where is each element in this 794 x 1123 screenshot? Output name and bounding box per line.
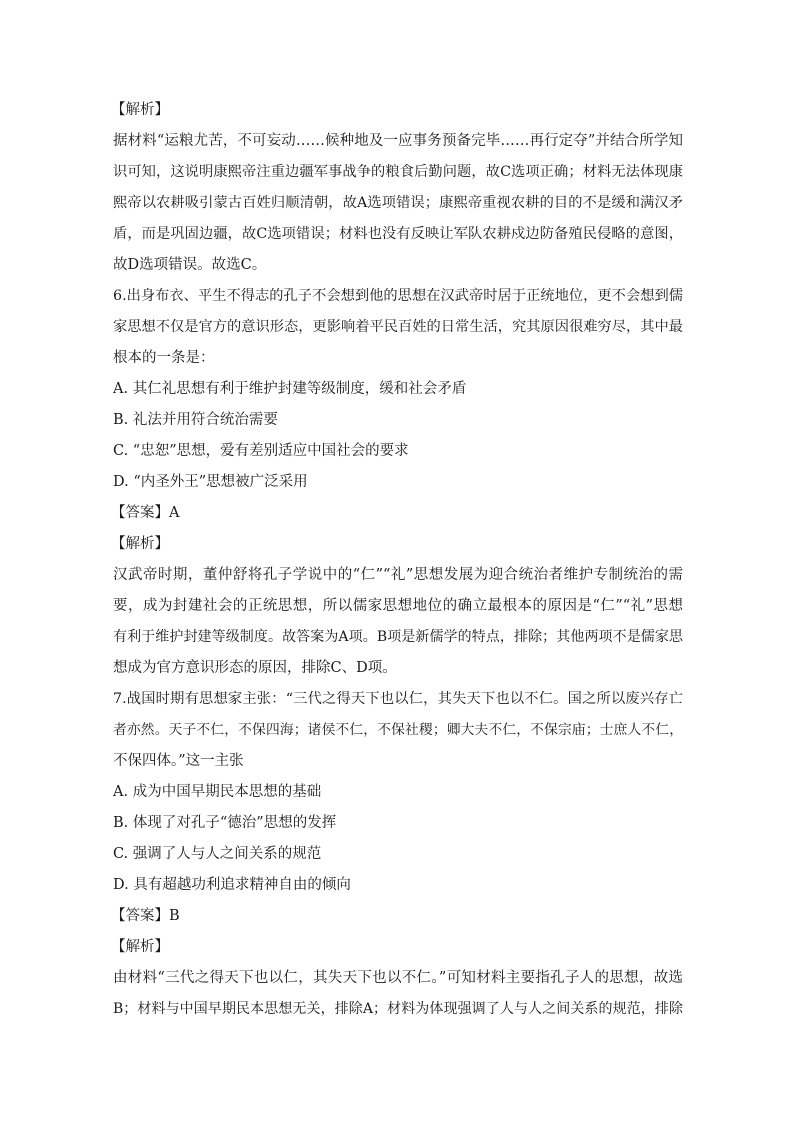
analysis-paragraph-line: 汉武帝时期，董仲舒将孔子学说中的“仁”“礼”思想发展为迎合统治者维护专制统治的需 — [113, 567, 683, 583]
question-7-option-d: D. 具有超越功利追求精神自由的倾向 — [113, 877, 351, 893]
question-6-answer: 【答案】A — [111, 505, 180, 521]
analysis-paragraph-line: 盾，而是巩固边疆，故C选项错误；材料也没有反映让军队农耕戍边防备殖民侵略的意图， — [113, 226, 683, 242]
analysis-paragraph-line: 想成为官方意识形态的原因，排除C、D项。 — [113, 660, 397, 676]
question-7-option-b: B. 体现了对孔子“德治”思想的发挥 — [113, 815, 337, 831]
document-page — [113, 100, 683, 1030]
analysis-paragraph-line: 故D选项错误。故选C。 — [113, 257, 267, 273]
analysis-paragraph-line: 据材料“运粮尤苦，不可妄动……候种地及一应事务预备完毕……再行定夺”并结合所学知 — [113, 133, 683, 149]
question-6-stem-line: 根本的一条是： — [113, 350, 215, 366]
analysis-paragraph-line: 有利于维护封建等级制度。故答案为A项。B项是新儒学的特点，排除；其他两项不是儒家思 — [113, 629, 683, 645]
question-6-option-a: A. 其仁礼思想有利于维护封建等级制度，缓和社会矛盾 — [113, 381, 467, 397]
analysis-paragraph-line: 识可知，这说明康熙帝注重边疆军事战争的粮食后勤问题，故C选项正确；材料无法体现康 — [113, 164, 683, 180]
analysis-heading: 【解析】 — [111, 102, 169, 118]
question-7-stem-line: 者亦然。天子不仁，不保四海；诸侯不仁，不保社稷；卿大夫不仁，不保宗庙；士庶人不仁， — [113, 722, 683, 738]
question-7-answer: 【答案】B — [111, 908, 180, 924]
question-6-option-b: B. 礼法并用符合统治需要 — [113, 412, 278, 428]
question-7-stem-line: 7.战国时期有思想家主张：“三代之得天下也以仁，其失天下也以不仁。国之所以废兴存亡 — [113, 691, 683, 707]
analysis-heading: 【解析】 — [111, 536, 169, 552]
analysis-heading: 【解析】 — [111, 939, 169, 955]
analysis-paragraph-line: 熙帝以农耕吸引蒙古百姓归顺清朝，故A选项错误；康熙帝重视农耕的目的不是缓和满汉矛 — [113, 195, 683, 211]
question-6-stem-line: 家思想不仅是官方的意识形态，更影响着平民百姓的日常生活，究其原因很难穷尽，其中最 — [113, 319, 683, 335]
question-6-option-c: C. “忠恕”思想，爱有差别适应中国社会的要求 — [113, 443, 409, 459]
question-6-stem-line: 6.出身布衣、平生不得志的孔子不会想到他的思想在汉武帝时居于正统地位，更不会想到儒 — [113, 288, 683, 304]
question-7-stem-line: 不保四体。”这一主张 — [113, 753, 244, 769]
analysis-paragraph-line: B；材料与中国早期民本思想无关，排除A；材料为体现强调了人与人之间关系的规范，排除 — [113, 1001, 683, 1017]
question-6-option-d: D. “内圣外王”思想被广泛采用 — [113, 474, 308, 490]
question-7-option-a: A. 成为中国早期民本思想的基础 — [113, 784, 322, 800]
analysis-paragraph-line: 由材料“三代之得天下也以仁，其失天下也以不仁。”可知材料主要指孔子人的思想，故选 — [113, 970, 683, 986]
question-7-option-c: C. 强调了人与人之间关系的规范 — [113, 846, 322, 862]
analysis-paragraph-line: 要，成为封建社会的正统思想，所以儒家思想地位的确立最根本的原因是“仁”“礼”思想 — [113, 598, 683, 614]
